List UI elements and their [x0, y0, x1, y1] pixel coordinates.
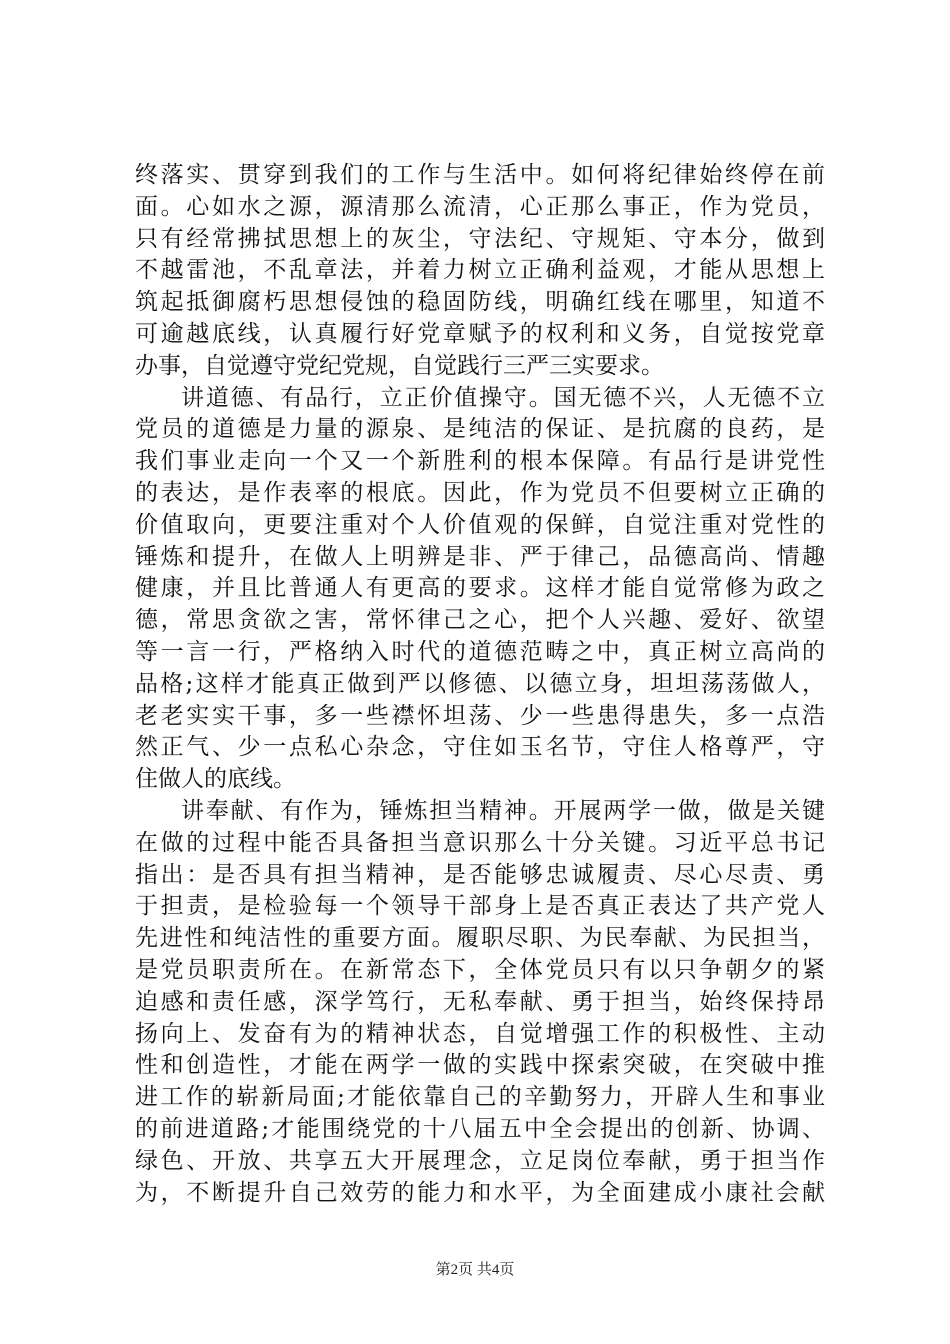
text-line: 的前进道路;才能围绕党的十八届五中全会提出的创新、协调、: [135, 1115, 825, 1142]
body-text: [135, 160, 825, 1209]
paragraph-discipline: [135, 160, 825, 383]
text-line: 不越雷池，不乱章法，并着力树立正确利益观，才能从思想上: [135, 257, 825, 284]
text-line: 的表达，是作表率的根底。因此，作为党员不但要树立正确的: [135, 479, 825, 506]
text-line: 可逾越底线，认真履行好党章赋予的权利和义务，自觉按党章: [135, 320, 825, 347]
text-line: 我们事业走向一个又一个新胜利的根本保障。有品行是讲党性: [135, 448, 825, 475]
text-line: 进工作的崭新局面;才能依靠自己的辛勤努力，开辟人生和事业: [135, 1084, 825, 1111]
text-line: 老老实实干事，多一些襟怀坦荡、少一些患得患失，多一点浩: [135, 702, 825, 729]
text-line: 扬向上、发奋有为的精神状态，自觉增强工作的积极性、主动: [135, 1020, 825, 1047]
text-line: 为，不断提升自己效劳的能力和水平，为全面建成小康社会献: [135, 1179, 825, 1206]
text-line: 性和创造性，才能在两学一做的实践中探索突破，在突破中推: [135, 1052, 825, 1079]
text-line: 先进性和纯洁性的重要方面。履职尽职、为民奉献、为民担当，: [135, 925, 825, 952]
text-line: 等一言一行，严格纳入时代的道德范畴之中，真正树立高尚的: [135, 638, 825, 665]
text-line: 然正气、少一点私心杂念，守住如玉名节，守住人格尊严，守: [135, 734, 825, 761]
text-line: 德，常思贪欲之害，常怀律己之心，把个人兴趣、爱好、欲望: [135, 607, 825, 634]
text-line: 指出：是否具有担当精神，是否能够忠诚履责、尽心尽责、勇: [135, 861, 825, 888]
page-number-footer: 第2页 共4页: [435, 1262, 515, 1278]
text-line: 办事，自觉遵守党纪党规，自觉践行三严三实要求。: [135, 352, 664, 379]
text-line: 于担责，是检验每一个领导干部身上是否真正表达了共产党人: [135, 893, 825, 920]
paragraph-morality: [135, 383, 825, 796]
text-line: 锤炼和提升，在做人上明辨是非、严于律己，品德高尚、情趣: [135, 543, 825, 570]
text-line: 住做人的底线。: [135, 766, 296, 793]
text-line: 党员的道德是力量的源泉、是纯洁的保证、是抗腐的良药，是: [135, 416, 825, 443]
text-line: 在做的过程中能否具备担当意识那么十分关键。习近平总书记: [135, 829, 825, 856]
text-line: 品格;这样才能真正做到严以修德、以德立身，坦坦荡荡做人，: [135, 670, 825, 697]
text-line: 绿色、开放、共享五大开展理念，立足岗位奉献，勇于担当作: [135, 1147, 825, 1174]
text-line: 健康，并且比普通人有更高的要求。这样才能自觉常修为政之: [135, 575, 825, 602]
text-line: 价值取向，更要注重对个人价值观的保鲜，自觉注重对党性的: [135, 511, 825, 538]
paragraph-dedication: [135, 796, 825, 1209]
text-line: 是党员职责所在。在新常态下，全体党员只有以只争朝夕的紧: [135, 956, 825, 983]
text-line: 终落实、贯穿到我们的工作与生活中。如何将纪律始终停在前: [135, 162, 825, 188]
text-line: 讲道德、有品行，立正价值操守。国无德不兴，人无德不立: [181, 384, 825, 411]
text-line: 只有经常拂拭思想上的灰尘，守法纪、守规矩、守本分，做到: [135, 225, 825, 252]
text-line: 筑起抵御腐朽思想侵蚀的稳固防线，明确红线在哪里，知道不: [135, 289, 825, 316]
text-line: 面。心如水之源，源清那么流清，心正那么事正，作为党员，: [135, 193, 825, 220]
text-line: 迫感和责任感，深学笃行，无私奉献、勇于担当，始终保持昂: [135, 988, 825, 1015]
text-line: 讲奉献、有作为，锤炼担当精神。开展两学一做，做是关键: [181, 797, 825, 824]
